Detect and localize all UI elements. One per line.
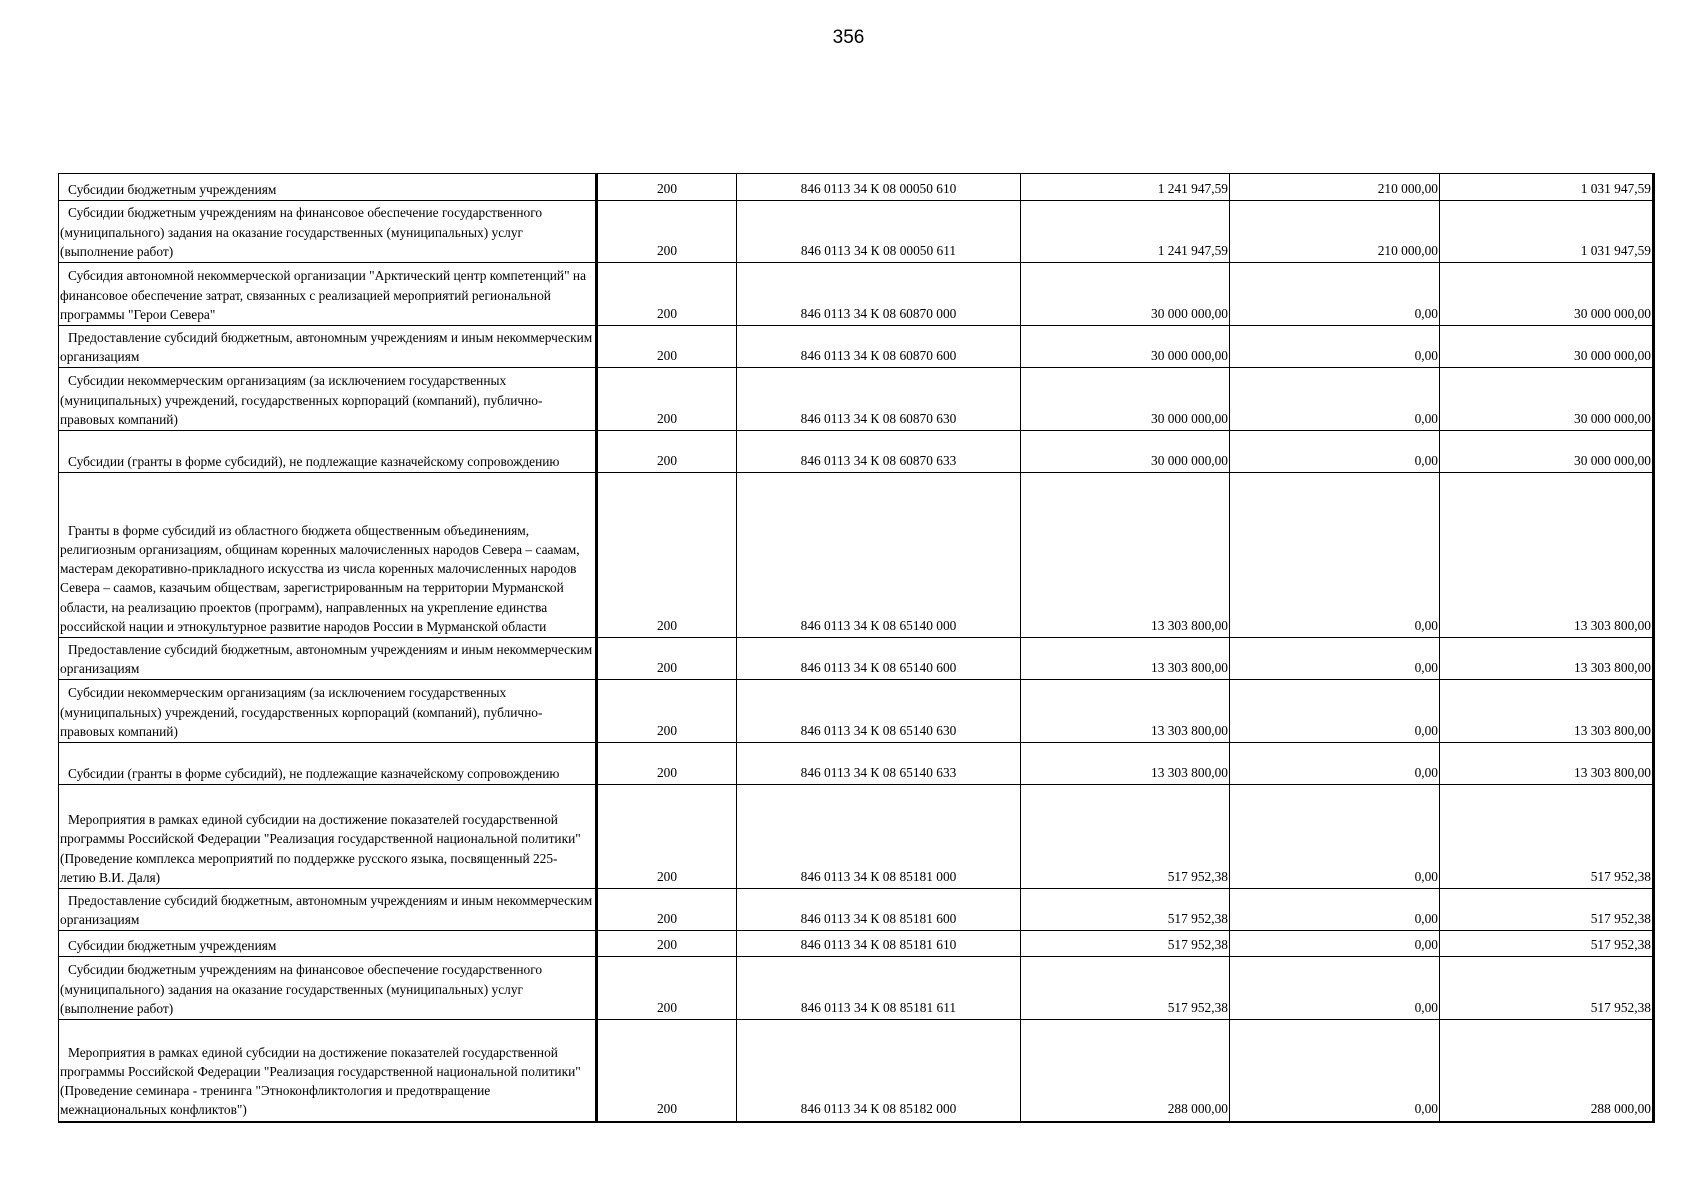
row-value-3: 517 952,38 xyxy=(1440,785,1654,889)
row-value-3: 30 000 000,00 xyxy=(1440,326,1654,368)
row-value-2: 0,00 xyxy=(1230,743,1440,785)
row-name: Предоставление субсидий бюджетным, автономным учреждениям и иным некоммерческим организациям xyxy=(60,641,593,676)
row-kbk: 846 0113 34 К 08 65140 600 xyxy=(737,638,1021,680)
row-name: Субсидии некоммерческим организациям (за исключением государственных (муниципальных) учреждений, государственных корпораций (компаний), публично-правовых компаний) xyxy=(60,373,543,427)
row-value-3: 13 303 800,00 xyxy=(1440,638,1654,680)
row-kbk: 846 0113 34 К 08 85181 000 xyxy=(737,785,1021,889)
row-name: Субсидии бюджетным учреждениям xyxy=(68,181,277,197)
row-value-2: 0,00 xyxy=(1230,473,1440,638)
row-value-3: 30 000 000,00 xyxy=(1440,431,1654,473)
row-kbk: 846 0113 34 К 08 60870 600 xyxy=(737,326,1021,368)
row-code: 200 xyxy=(597,680,737,743)
row-code: 200 xyxy=(597,957,737,1020)
row-value-1: 517 952,38 xyxy=(1021,931,1230,957)
row-value-3: 1 031 947,59 xyxy=(1440,201,1654,263)
row-value-2: 0,00 xyxy=(1230,931,1440,957)
row-name: Субсидии бюджетным учреждениям xyxy=(68,937,277,953)
row-code: 200 xyxy=(597,263,737,326)
row-name: Субсидия автономной некоммерческой организации "Арктический центр компетенций" на финансовое обеспечение затрат, связанных с реализацией мероприятий региональной программы "Герои Севера" xyxy=(60,268,587,322)
row-value-1: 30 000 000,00 xyxy=(1021,431,1230,473)
row-kbk: 846 0113 34 К 08 60870 633 xyxy=(737,431,1021,473)
row-value-2: 0,00 xyxy=(1230,785,1440,889)
row-value-2: 0,00 xyxy=(1230,368,1440,431)
row-value-2: 0,00 xyxy=(1230,957,1440,1020)
row-code: 200 xyxy=(597,889,737,931)
table-row xyxy=(59,743,1654,785)
row-name: Предоставление субсидий бюджетным, автономным учреждениям и иным некоммерческим организациям xyxy=(60,892,593,927)
row-code: 200 xyxy=(597,368,737,431)
row-value-2: 0,00 xyxy=(1230,1020,1440,1122)
table-row xyxy=(59,326,1654,368)
row-kbk: 846 0113 34 К 08 65140 630 xyxy=(737,680,1021,743)
row-value-3: 13 303 800,00 xyxy=(1440,743,1654,785)
table-row xyxy=(59,1020,1654,1122)
row-value-2: 0,00 xyxy=(1230,326,1440,368)
row-code: 200 xyxy=(597,431,737,473)
row-value-1: 517 952,38 xyxy=(1021,785,1230,889)
row-kbk: 846 0113 34 К 08 65140 000 xyxy=(737,473,1021,638)
row-code: 200 xyxy=(597,201,737,263)
row-value-1: 30 000 000,00 xyxy=(1021,326,1230,368)
row-kbk: 846 0113 34 К 08 85181 610 xyxy=(737,931,1021,957)
row-value-3: 288 000,00 xyxy=(1440,1020,1654,1122)
row-kbk: 846 0113 34 К 08 85181 600 xyxy=(737,889,1021,931)
row-code: 200 xyxy=(597,931,737,957)
table-row xyxy=(59,680,1654,743)
row-kbk: 846 0113 34 К 08 60870 630 xyxy=(737,368,1021,431)
row-name: Субсидии некоммерческим организациям (за исключением государственных (муниципальных) учреждений, государственных корпораций (компаний), публично-правовых компаний) xyxy=(60,685,543,739)
row-code: 200 xyxy=(597,326,737,368)
row-kbk: 846 0113 34 К 08 85182 000 xyxy=(737,1020,1021,1122)
table-row xyxy=(59,957,1654,1020)
row-value-1: 288 000,00 xyxy=(1021,1020,1230,1122)
row-code: 200 xyxy=(597,174,737,201)
row-value-1: 13 303 800,00 xyxy=(1021,638,1230,680)
table-row xyxy=(59,368,1654,431)
row-value-1: 13 303 800,00 xyxy=(1021,743,1230,785)
table-row xyxy=(59,263,1654,326)
row-value-1: 13 303 800,00 xyxy=(1021,473,1230,638)
row-value-1: 517 952,38 xyxy=(1021,957,1230,1020)
row-value-3: 517 952,38 xyxy=(1440,957,1654,1020)
row-kbk: 846 0113 34 К 08 60870 000 xyxy=(737,263,1021,326)
row-name: Субсидии бюджетным учреждениям на финансовое обеспечение государственного (муниципального) задания на оказание государственных (муниципальных) услуг (выполнение работ) xyxy=(60,205,543,259)
row-code: 200 xyxy=(597,1020,737,1122)
row-value-3: 1 031 947,59 xyxy=(1440,174,1654,201)
row-code: 200 xyxy=(597,638,737,680)
row-value-2: 0,00 xyxy=(1230,263,1440,326)
row-value-2: 0,00 xyxy=(1230,638,1440,680)
row-name: Гранты в форме субсидий из областного бюджета общественным объединениям, религиозным организациям, общинам коренных малочисленных народов Севера – саамам, мастерам декоративно-прикладного искусства из числа коренных малочисленных народов Севера – саамов, казачьим обществам, зарегистрированным на территории Мурманской области, на реализацию проектов (программ), направленных на укрепление единства российской нации и этнокультурное развитие народов России в Мурманской области xyxy=(60,522,580,634)
row-name: Субсидии бюджетным учреждениям на финансовое обеспечение государственного (муниципального) задания на оказание государственных (муниципальных) услуг (выполнение работ) xyxy=(60,962,543,1016)
row-value-1: 13 303 800,00 xyxy=(1021,680,1230,743)
row-value-3: 517 952,38 xyxy=(1440,889,1654,931)
table-row xyxy=(59,638,1654,680)
table-row xyxy=(59,201,1654,263)
budget-table xyxy=(58,173,1655,1123)
row-name: Мероприятия в рамках единой субсидии на достижение показателей государственной программы Российской Федерации "Реализация государственной национальной политики" (Проведение семинара - тренинга "Этноконфликтология и предотвращение межнациональных конфликтов") xyxy=(60,1044,581,1118)
row-value-1: 30 000 000,00 xyxy=(1021,263,1230,326)
row-value-3: 517 952,38 xyxy=(1440,931,1654,957)
row-value-1: 1 241 947,59 xyxy=(1021,201,1230,263)
row-value-1: 517 952,38 xyxy=(1021,889,1230,931)
row-value-2: 0,00 xyxy=(1230,889,1440,931)
row-value-3: 13 303 800,00 xyxy=(1440,473,1654,638)
row-kbk: 846 0113 34 К 08 85181 611 xyxy=(737,957,1021,1020)
row-kbk: 846 0113 34 К 08 00050 611 xyxy=(737,201,1021,263)
table-row xyxy=(59,785,1654,889)
row-name: Предоставление субсидий бюджетным, автономным учреждениям и иным некоммерческим организациям xyxy=(60,329,593,364)
row-value-2: 210 000,00 xyxy=(1230,174,1440,201)
row-kbk: 846 0113 34 К 08 00050 610 xyxy=(737,174,1021,201)
row-value-1: 1 241 947,59 xyxy=(1021,174,1230,201)
row-kbk: 846 0113 34 К 08 65140 633 xyxy=(737,743,1021,785)
row-value-3: 30 000 000,00 xyxy=(1440,263,1654,326)
row-value-3: 30 000 000,00 xyxy=(1440,368,1654,431)
row-code: 200 xyxy=(597,473,737,638)
row-code: 200 xyxy=(597,743,737,785)
table-row xyxy=(59,931,1654,957)
row-value-2: 0,00 xyxy=(1230,680,1440,743)
page-number: 356 xyxy=(832,27,865,48)
row-value-1: 30 000 000,00 xyxy=(1021,368,1230,431)
row-name: Субсидии (гранты в форме субсидий), не подлежащие казначейскому сопровождению xyxy=(68,765,560,781)
table-row xyxy=(59,174,1654,201)
row-name: Субсидии (гранты в форме субсидий), не подлежащие казначейскому сопровождению xyxy=(68,453,560,469)
row-value-3: 13 303 800,00 xyxy=(1440,680,1654,743)
row-value-2: 0,00 xyxy=(1230,431,1440,473)
table-row xyxy=(59,473,1654,638)
table-row xyxy=(59,431,1654,473)
row-value-2: 210 000,00 xyxy=(1230,201,1440,263)
row-code: 200 xyxy=(597,785,737,889)
row-name: Мероприятия в рамках единой субсидии на достижение показателей государственной программы Российской Федерации "Реализация государственной национальной политики" (Проведение комплекса мероприятий по поддержке русского языка, посвященный 225-летию В.И. Даля) xyxy=(60,812,581,885)
table-row xyxy=(59,889,1654,931)
